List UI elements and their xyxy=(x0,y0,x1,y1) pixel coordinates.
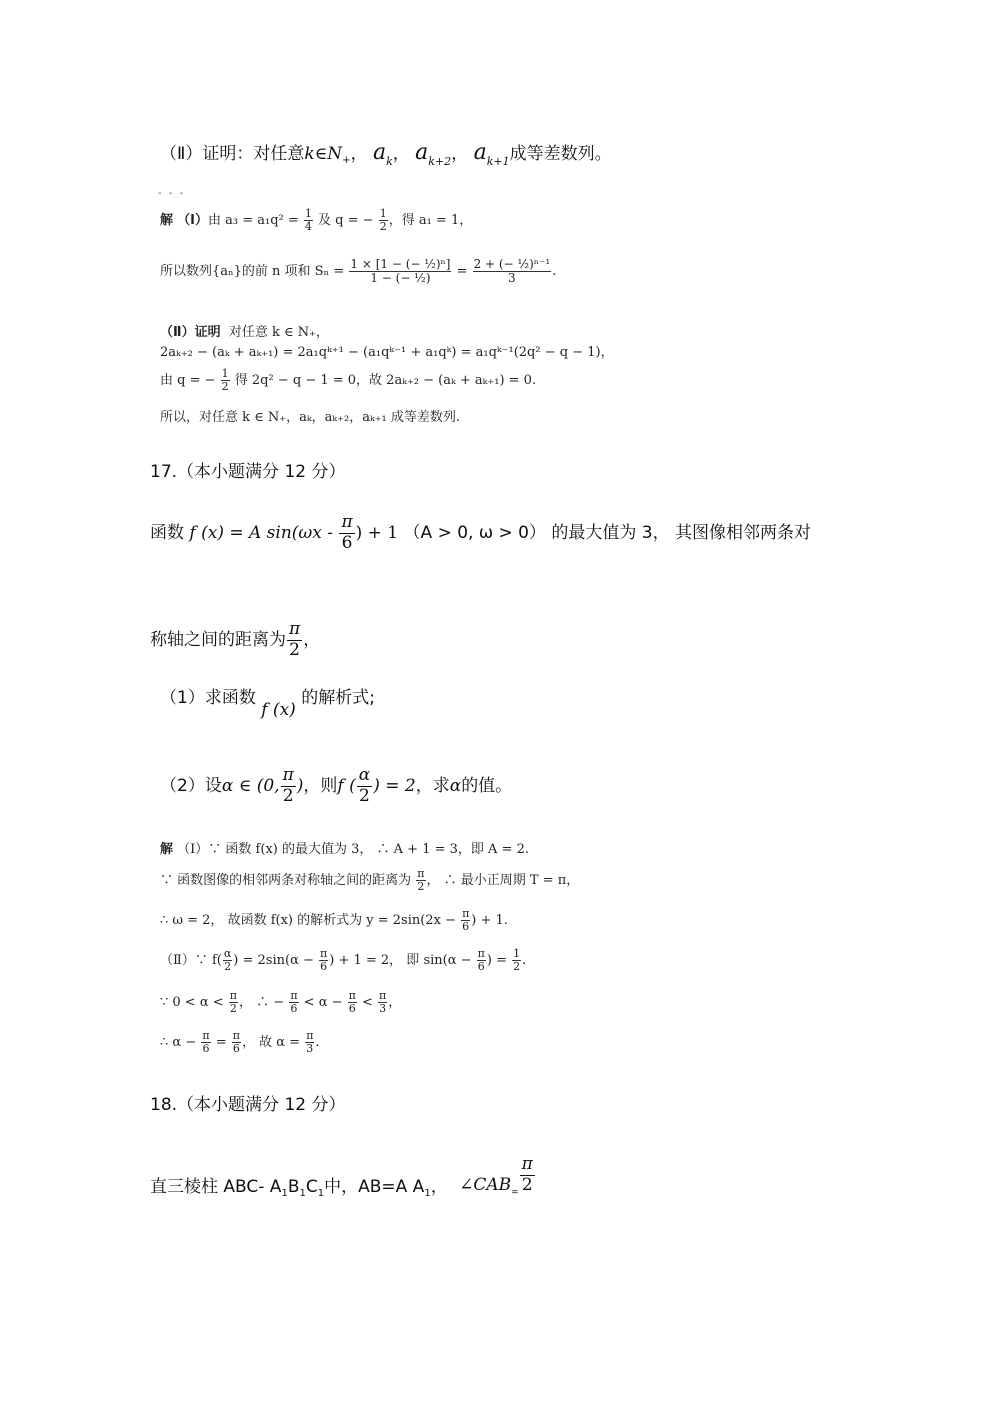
q17-title: 17.（本小题满分 12 分） xyxy=(150,462,346,482)
solution16-line4: 2aₖ₊₂ − (aₖ + aₖ₊₁) = 2a₁qᵏ⁺¹ − (a₁qᵏ⁻¹ + a₁qᵏ) = a₁qᵏ⁻¹(2q² − q − 1)， xyxy=(160,345,614,360)
part2-proof-statement: （Ⅱ）证明：对任意$k\in N_+$， $a_k$， $a_{k+2}$， $a_{k+1}$成等差数列。 xyxy=(160,140,612,168)
q17-part2: （2）设α ∈ (0, $\frac{\pi}{2}$ )，则f ( $\frac{\alpha}{2}$ ) = 2，求α的值。 xyxy=(160,765,513,806)
part2-label: （Ⅱ）证明：对任意 xyxy=(160,144,305,164)
term-a-k1: $a_{k+1}$ xyxy=(473,140,510,168)
q18-title: 18.（本小题满分 12 分） xyxy=(150,1095,346,1115)
q17-stem-line1: 函数 f (x) = A sin(ωx - $\frac{\pi}{6}$ ) + 1 （A > 0, ω > 0） 的最大值为 3， 其图像相邻两条对 xyxy=(150,512,811,553)
part2-tail: 成等差数列。 xyxy=(509,144,612,164)
solution17-line5: ∵ 0 < α < $\frac{\pi}{2}$ ， ∴ − $\frac{\pi}{6}$ < α − $\frac{\pi}{6}$ < $\frac{\pi}{3}$ ， xyxy=(160,989,402,1016)
solution17-line4: （Ⅱ）∵ f( $\frac{\alpha}{2}$ ) = 2sin(α − $\frac{\pi}{6}$ ) + 1 = 2， 即 sin(α − $\frac{\pi}{6}$ ) = $\frac{1}{2}$ . xyxy=(160,947,527,974)
scan-dots: - - - xyxy=(158,188,186,199)
solution17-line2: ∵ 函数图像的相邻两条对称轴之间的距离为 $\frac{\pi}{2}$ ， ∴ 最小正周期 T = π， xyxy=(160,867,580,894)
solution16-line2: 所以数列{aₙ}的前 n 项和 Sₙ = $\frac{\text{1 × [1 − (− ½)ⁿ]}}{\text{1 − (− ½)}}$ = $\frac{\text{2 + (− ½)ⁿ⁻¹}}{3}$ . xyxy=(160,257,557,286)
term-a-k2: $a_{k+2}$ xyxy=(415,140,452,168)
term-a-k: $a_k$ xyxy=(372,140,393,168)
q17-stem-line2: 称轴之间的距离为 $\frac{\pi}{2}$ ， xyxy=(150,619,321,660)
solution16-line6: 所以，对任意 k ∈ N₊，aₖ，aₖ₊₂，aₖ₊₁ 成等差数列. xyxy=(160,410,461,425)
q17-part1: （1）求函数 f (x) 的解析式; xyxy=(160,688,375,720)
solution17-line1: 解 （Ⅰ）∵ 函数 f(x) 的最大值为 3， ∴ A + 1 = 3，即 A = 2. xyxy=(160,842,529,857)
k-in-n: $k\in N_+$ xyxy=(304,144,351,166)
solution16-line1: 解 （Ⅰ）由 a₃ = a₁q² = $\frac{1}{4}$ 及 q = − $\frac{1}{2}$ ，得 a₁ = 1， xyxy=(160,207,473,234)
solution16-line3: （Ⅱ）证明 对任意 k ∈ N₊， xyxy=(160,325,329,340)
q18-stem: 直三棱柱 ABC- $A_1B_1C_1$中，AB=A $A_1$， $\angle CAB_=$ $\frac{\pi}{2}$ xyxy=(150,1154,533,1199)
solution17-line3: ∴ ω = 2， 故函数 f(x) 的解析式为 y = 2sin(2x − $\frac{\pi}{6}$ ) + 1. xyxy=(160,907,508,934)
solution16-line5: 由 q = − $\frac{1}{2}$ 得 2q² − q − 1 = 0，故 2aₖ₊₂ − (aₖ + aₖ₊₁) = 0. xyxy=(160,367,537,394)
solution17-line6: ∴ α − $\frac{\pi}{6}$ = $\frac{\pi}{6}$ ， 故 α = $\frac{\pi}{3}$ . xyxy=(160,1029,320,1056)
angle-cab: $\angle CAB_=$ xyxy=(459,1175,519,1198)
